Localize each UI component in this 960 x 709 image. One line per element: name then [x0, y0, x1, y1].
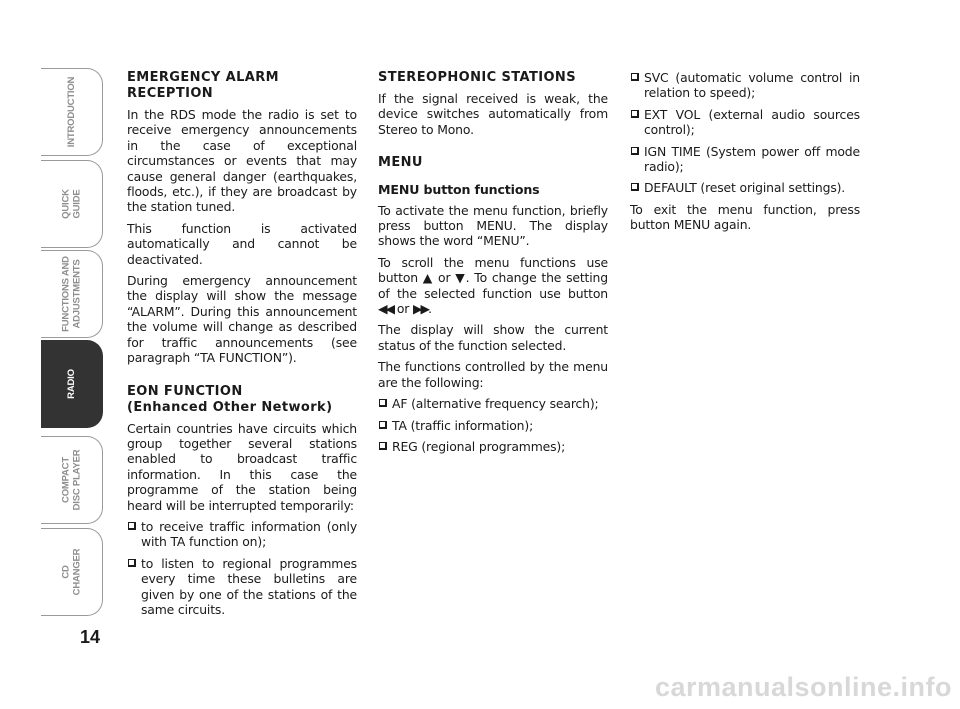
paragraph: This function is activated automatically and cannot be deactivated.	[127, 220, 357, 267]
paragraph: If the signal received is weak, the device switches automatically from Stereo to Mono.	[378, 91, 608, 137]
up-arrow-icon: ▲	[422, 270, 434, 286]
tab-introduction[interactable]	[41, 68, 103, 156]
checkbox-bullet-icon	[128, 559, 136, 567]
list-item	[630, 144, 860, 175]
fast-forward-icon: ▶▶	[413, 301, 429, 317]
tab-label: COMPACT DISC PLAYER	[60, 449, 82, 511]
subheading-menu-button-functions: MENU button functions	[378, 182, 540, 198]
list-item	[378, 418, 608, 433]
page-number: 14	[80, 627, 101, 647]
text: .	[428, 301, 432, 317]
heading-eon-function: EON FUNCTION (Enhanced Other Network)	[127, 383, 333, 415]
list-item	[630, 180, 860, 195]
checkbox-bullet-icon	[379, 421, 387, 429]
tab-label: RADIO	[65, 369, 77, 399]
tab-cd-changer[interactable]	[41, 528, 103, 616]
checkbox-bullet-icon	[631, 110, 639, 118]
tab-quick-guide[interactable]	[41, 160, 103, 248]
down-arrow-icon: ▼	[455, 270, 466, 286]
heading-emergency-alarm: EMERGENCY ALARM RECEPTION	[127, 70, 279, 101]
paragraph: The functions controlled by the menu are the following:	[378, 359, 608, 390]
paragraph: To activate the menu function, briefly press button MENU. The display shows the word “MENU”.	[378, 202, 608, 249]
tab-label: FUNCTIONS AND ADJUSTMENTS	[60, 256, 82, 332]
list-item	[630, 70, 860, 101]
watermark: carmanualsonline.info	[654, 672, 952, 702]
paragraph: To exit the menu function, press button MENU again.	[630, 201, 860, 233]
tab-functions-and-adjustments[interactable]	[41, 250, 103, 338]
list-item	[630, 107, 860, 138]
checkbox-bullet-icon	[631, 73, 639, 81]
list-item-text: to receive traffic information (only with TA function on);	[141, 518, 357, 550]
heading-stereophonic-stations: STEREOPHONIC STATIONS	[378, 70, 576, 85]
list-item-text: DEFAULT (reset original settings).	[644, 180, 846, 196]
column-middle	[378, 70, 608, 460]
list-item	[127, 556, 357, 618]
tab-compact-disc-player[interactable]	[41, 436, 103, 524]
column-left	[127, 70, 357, 623]
list-item-text: IGN TIME (System power off mode radio);	[644, 143, 860, 175]
text: or	[438, 270, 451, 286]
tab-radio[interactable]	[41, 340, 103, 428]
list-item-text: REG (regional programmes);	[392, 438, 566, 454]
text: or	[396, 301, 410, 317]
list-item	[127, 519, 357, 550]
heading-menu: MENU	[378, 155, 423, 171]
tab-label: CD CHANGER	[60, 548, 82, 596]
tab-label: QUICK GUIDE	[60, 189, 82, 219]
paragraph: Certain countries have circuits which group together several stations enabled to broadcast traffic information. In this case the programme of the station being heard will be interrupted temporarily:	[127, 420, 357, 513]
paragraph: During emergency announcement the display will show the message “ALARM”. During this announcement the volume will change as described for traffic announcements (see paragraph “TA FUNCTION”).	[127, 273, 357, 366]
list-item-text: to listen to regional programmes every time these bulletins are given by one of the stations of the same circuits.	[141, 555, 357, 617]
text: . To change the setting of the selected function use button	[378, 270, 608, 301]
list-item-text: SVC (automatic volume control in relation to speed);	[644, 70, 860, 101]
list-item	[378, 439, 608, 454]
paragraph: The display will show the current status of the function selected.	[378, 322, 608, 353]
checkbox-bullet-icon	[379, 399, 387, 407]
rewind-icon: ◀◀	[378, 301, 394, 317]
paragraph-scroll-instructions	[378, 255, 608, 317]
checkbox-bullet-icon	[631, 183, 639, 191]
paragraph: In the RDS mode the radio is set to receive emergency announcements in the case of exceptional circumstances or events that may cause general danger (earthquakes, floods, etc.), if they are broadcast by the station tuned.	[127, 107, 357, 215]
list-item-text: AF (alternative frequency search);	[392, 396, 599, 412]
checkbox-bullet-icon	[631, 147, 639, 155]
tab-label: INTRODUCTION	[65, 76, 77, 148]
checkbox-bullet-icon	[128, 522, 136, 530]
list-item-text: EXT VOL (external audio sources control);	[644, 106, 860, 138]
list-item	[378, 396, 608, 411]
column-right	[630, 70, 860, 239]
checkbox-bullet-icon	[379, 442, 387, 450]
text: To scroll the menu functions use button	[378, 254, 608, 286]
list-item-text: TA (traffic information);	[392, 417, 534, 433]
